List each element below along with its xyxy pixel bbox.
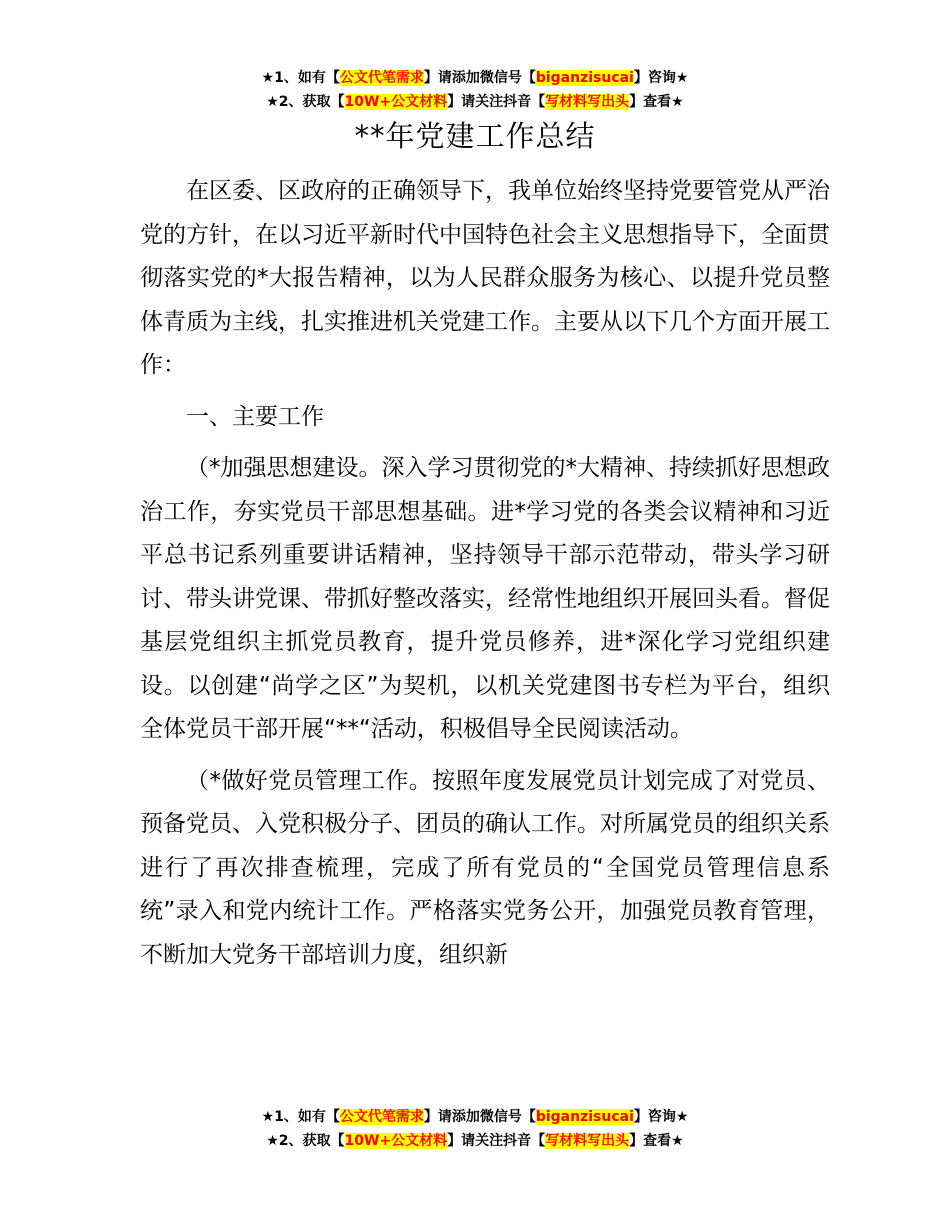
banner-line-2 xyxy=(0,90,950,114)
banner-line-2 xyxy=(0,1129,950,1153)
banner-text: 】查看★ xyxy=(629,94,684,110)
footer-banner xyxy=(0,1105,950,1153)
banner-text: 】查看★ xyxy=(629,1133,684,1149)
banner-text: 】咨询★ xyxy=(633,70,689,86)
banner-highlight: 10W+公文材料 xyxy=(344,1133,448,1149)
document-body xyxy=(140,170,830,985)
banner-highlight: 写材料写出头 xyxy=(545,94,630,110)
body-paragraph: （*加强思想建设。深入学习贯彻党的*大精神、持续抓好思想政治工作，夯实党员干部思想基础。进*学习党的各类会议精神和习近平总书记系列重要讲话精神，坚持领导干部示范带动，带头学习研讨、带头讲党课、带抓好整改落实，经常性地组织开展回头看。督促基层党组织主抓党员教育，提升党员修养，进*深化学习党组织建设。以创建“尚学之区”为契机，以机关党建图书专栏为平台，组织全体党员干部开展“**“活动，积极倡导全民阅读活动。 xyxy=(140,455,830,742)
banner-highlight: biganzisucai xyxy=(535,70,634,86)
banner-text: 】请关注抖音【 xyxy=(447,1133,546,1149)
banner-highlight: biganzisucai xyxy=(535,1109,634,1125)
banner-text: 】咨询★ xyxy=(633,1109,689,1125)
banner-text: 】请添加微信号【 xyxy=(423,1109,536,1125)
banner-line-1 xyxy=(0,66,950,90)
header-banner xyxy=(0,66,950,114)
section-heading: 一、主要工作 xyxy=(186,403,324,430)
intro-paragraph: 在区委、区政府的正确领导下，我单位始终坚持党要管党从严治党的方针，在以习近平新时代中国特色社会主义思想指导下，全面贯彻落实党的*大报告精神，以为人民群众服务为核心、以提升党员整体青质为主线，扎实推进机关党建工作。主要从以下几个方面开展工作： xyxy=(140,178,830,378)
banner-text: ★2、获取【 xyxy=(266,1133,345,1149)
document-title: **年党建工作总结 xyxy=(354,119,596,153)
banner-highlight: 公文代笔需求 xyxy=(339,1109,424,1125)
banner-text: ★1、如有【 xyxy=(261,70,340,86)
body-paragraph: （*做好党员管理工作。按照年度发展党员计划完成了对党员、预备党员、入党积极分子、团员的确认工作。对所属党员的组织关系进行了再次排查梳理，完成了所有党员的“全国党员管理信息系统”录入和党内统计工作。严格落实党务公开，加强党员教育管理，不断加大党务干部培训力度，组织新 xyxy=(140,767,830,968)
banner-text: ★1、如有【 xyxy=(261,1109,340,1125)
banner-text: 】请添加微信号【 xyxy=(423,70,536,86)
banner-line-1 xyxy=(0,1105,950,1129)
banner-text: ★2、获取【 xyxy=(266,94,345,110)
banner-highlight: 写材料写出头 xyxy=(545,1133,630,1149)
banner-text: 】请关注抖音【 xyxy=(447,94,546,110)
banner-highlight: 公文代笔需求 xyxy=(339,70,424,86)
banner-highlight: 10W+公文材料 xyxy=(344,94,448,110)
